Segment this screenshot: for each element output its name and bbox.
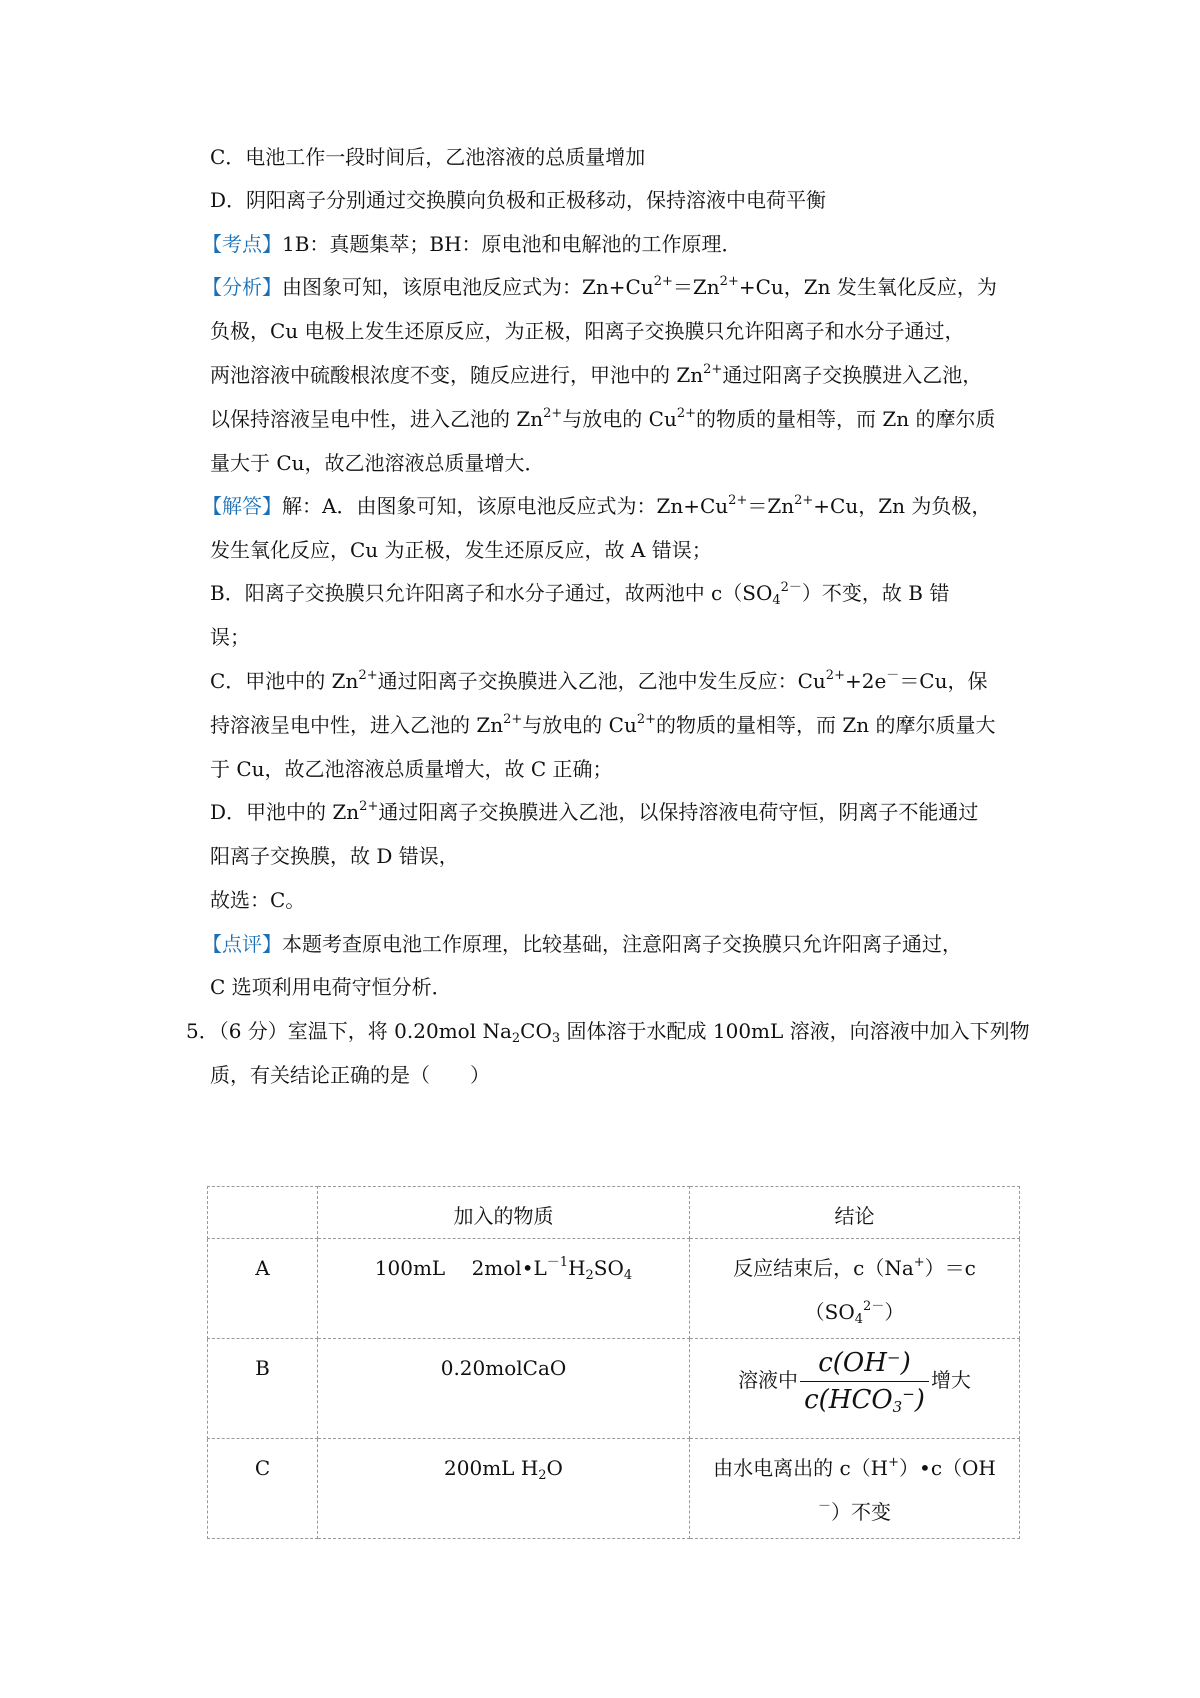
text-span: O xyxy=(546,1456,563,1480)
option-c-text: C．电池工作一段时间后，乙池溶液的总质量增加 xyxy=(210,145,646,169)
question-5-line-2: 质，有关结论正确的是（ ） xyxy=(210,1063,490,1087)
text-span: H xyxy=(568,1256,586,1280)
superscript: 2+ xyxy=(503,712,523,727)
superscript: 2+ xyxy=(653,274,673,289)
text-span: 的物质的量相等，而 Zn 的摩尔质 xyxy=(696,407,996,431)
superscript: 2+ xyxy=(703,362,723,377)
superscript: －1 xyxy=(546,1255,569,1270)
text-span: ＝Zn xyxy=(672,275,720,299)
text-span: 由图象可知，该原电池反应式为：Zn+Cu xyxy=(282,275,654,299)
superscript: 2+ xyxy=(358,668,378,683)
dianping-tag: 【点评】 xyxy=(202,932,282,956)
row-label: C xyxy=(208,1439,318,1539)
fenxi-tag: 【分析】 xyxy=(202,275,282,299)
text-span: 通过阳离子交换膜进入乙池，以保持溶液电荷守恒，阴离子不能通过 xyxy=(378,800,979,824)
superscript: 2+ xyxy=(728,493,748,508)
header-cell-substance: 加入的物质 xyxy=(318,1187,690,1239)
text-span: （SO xyxy=(804,1300,855,1324)
superscript: 2+ xyxy=(719,274,739,289)
answer-c-line-2 xyxy=(210,710,996,740)
row-substance xyxy=(318,1439,690,1539)
question-5-line-1 xyxy=(186,1016,1030,1046)
conclusion-line-1 xyxy=(696,1253,1013,1283)
row-conclusion xyxy=(690,1339,1020,1439)
option-d-text: D．阴阳离子分别通过交换膜向负极和正极移动，保持溶液中电荷平衡 xyxy=(210,188,827,212)
fenxi-line-2: 负极，Cu 电极上发生还原反应，为正极，阳离子交换膜只允许阳离子和水分子通过， xyxy=(210,319,965,343)
row-substance xyxy=(318,1239,690,1339)
kaodian-line xyxy=(202,229,742,259)
text-span: +2e xyxy=(844,669,887,693)
text-span: ）不变，故 B 错 xyxy=(801,581,950,605)
superscript: 2－ xyxy=(780,580,802,595)
fenxi-line-3 xyxy=(210,360,982,390)
subscript: 3 xyxy=(551,1031,561,1046)
text-span: 与放电的 Cu xyxy=(522,713,637,737)
superscript: － xyxy=(886,668,900,683)
answer-c-line-1 xyxy=(210,666,988,696)
text-span: 固体溶于水配成 100mL 溶液，向溶液中加入下列物 xyxy=(560,1019,1030,1043)
row-substance: 0.20molCaO xyxy=(318,1339,690,1439)
text-span: 溶液中 xyxy=(738,1368,799,1392)
dianping-line-2: C 选项利用电荷守恒分析． xyxy=(210,975,452,999)
text-span: +Cu，Zn 为负极， xyxy=(813,494,992,518)
subscript: 4 xyxy=(623,1268,633,1283)
text-span: c(HCO xyxy=(804,1385,893,1415)
text-span: ＝Cu，保 xyxy=(899,669,988,693)
answer-b-line-1 xyxy=(210,578,949,608)
conclusion-line-2 xyxy=(696,1297,1013,1327)
ratio-fraction xyxy=(800,1345,929,1418)
superscript: + xyxy=(888,1455,900,1470)
subscript: 2 xyxy=(538,1468,547,1483)
header-cell-conclusion: 结论 xyxy=(690,1187,1020,1239)
text-span: ) xyxy=(914,1385,925,1415)
superscript: 2+ xyxy=(676,406,697,421)
subscript: 2 xyxy=(511,1031,521,1046)
text-span: 100mL 2mol•L xyxy=(374,1256,547,1280)
superscript: 2+ xyxy=(794,493,814,508)
row-label: A xyxy=(208,1239,318,1339)
header-cell-blank xyxy=(208,1187,318,1239)
answer-b-line-2: 误； xyxy=(210,625,250,649)
superscript: 2+ xyxy=(359,799,379,814)
table-row xyxy=(208,1339,1020,1439)
fraction-denominator xyxy=(800,1382,929,1418)
text-span: 解：A．由图象可知，该原电池反应式为：Zn+Cu xyxy=(282,494,729,518)
superscript: 2+ xyxy=(543,406,563,421)
text-span: 持溶液呈电中性，进入乙池的 Zn xyxy=(210,713,504,737)
fraction-numerator: c(OH⁻) xyxy=(800,1345,929,1382)
text-span: SO xyxy=(593,1256,624,1280)
text-span: ）不变 xyxy=(831,1500,891,1524)
conclusion-line-1 xyxy=(696,1453,1013,1483)
text-span: 的物质的量相等，而 Zn 的摩尔质量大 xyxy=(656,713,996,737)
jieda-line-2: 发生氧化反应，Cu 为正极，发生还原反应，故 A 错误； xyxy=(210,538,712,562)
text-span: +Cu，Zn 发生氧化反应，为 xyxy=(738,275,997,299)
conclusion-line-2 xyxy=(696,1497,1013,1527)
subscript: 4 xyxy=(772,593,781,608)
subscript: 2 xyxy=(585,1268,594,1283)
subscript: 3 xyxy=(892,1398,903,1416)
table-row xyxy=(208,1439,1020,1539)
dianping-line-1 xyxy=(202,929,962,959)
superscript: − xyxy=(902,1385,915,1403)
text-span: ＝Zn xyxy=(747,494,795,518)
fenxi-line-4 xyxy=(210,404,996,434)
jieda-line-1 xyxy=(202,491,991,521)
table-row xyxy=(208,1239,1020,1339)
text-span: 以保持溶液呈电中性，进入乙池的 Zn xyxy=(210,407,544,431)
text-span: 200mL H xyxy=(444,1456,539,1480)
text-span: D．甲池中的 Zn xyxy=(210,800,360,824)
text-span: 与放电的 Cu xyxy=(562,407,677,431)
superscript: 2+ xyxy=(825,668,845,683)
row-label: B xyxy=(208,1339,318,1439)
row-conclusion xyxy=(690,1439,1020,1539)
kaodian-tag: 【考点】 xyxy=(202,232,282,256)
text-span: 反应结束后，c（Na xyxy=(733,1256,914,1280)
text-span: 增大 xyxy=(930,1368,971,1392)
answer-d-line-2: 阳离子交换膜，故 D 错误， xyxy=(210,844,459,868)
kaodian-text: 1B：真题集萃；BH：原电池和电解池的工作原理． xyxy=(282,232,742,256)
text-span: ）＝c xyxy=(924,1256,976,1280)
text-span: 通过阳离子交换膜进入乙池，乙池中发生反应：Cu xyxy=(377,669,826,693)
superscript: + xyxy=(913,1255,925,1270)
answer-c-line-3: 于 Cu，故乙池溶液总质量增大，故 C 正确； xyxy=(210,757,613,781)
text-span: 本题考查原电池工作原理，比较基础，注意阳离子交换膜只允许阳离子通过， xyxy=(282,932,962,956)
superscript: － xyxy=(817,1499,831,1514)
text-span: C．甲池中的 Zn xyxy=(210,669,359,693)
text-span: 5．（6 分）室温下，将 0.20mol Na xyxy=(186,1019,512,1043)
text-span: B．阳离子交换膜只允许阳离子和水分子通过，故两池中 c（SO xyxy=(210,581,773,605)
text-span: ）•c（OH xyxy=(899,1456,996,1480)
fenxi-line-5: 量大于 Cu，故乙池溶液总质量增大． xyxy=(210,451,545,475)
jieda-tag: 【解答】 xyxy=(202,494,282,518)
text-span: 两池溶液中硫酸根浓度不变，随反应进行，甲池中的 Zn xyxy=(210,363,704,387)
row-conclusion xyxy=(690,1239,1020,1339)
text-span: CO xyxy=(520,1019,552,1043)
text-span: 通过阳离子交换膜进入乙池， xyxy=(722,363,983,387)
answer-d-line-1 xyxy=(210,797,978,827)
fenxi-line-1 xyxy=(202,272,997,302)
text-span: ） xyxy=(884,1300,905,1324)
options-table xyxy=(207,1186,1020,1539)
text-span: 由水电离出的 c（H xyxy=(713,1456,889,1480)
choice-line: 故选：C。 xyxy=(210,888,306,912)
subscript: 4 xyxy=(854,1312,864,1327)
superscript: 2－ xyxy=(863,1299,885,1314)
table-header-row xyxy=(208,1187,1020,1239)
superscript: 2+ xyxy=(636,712,657,727)
